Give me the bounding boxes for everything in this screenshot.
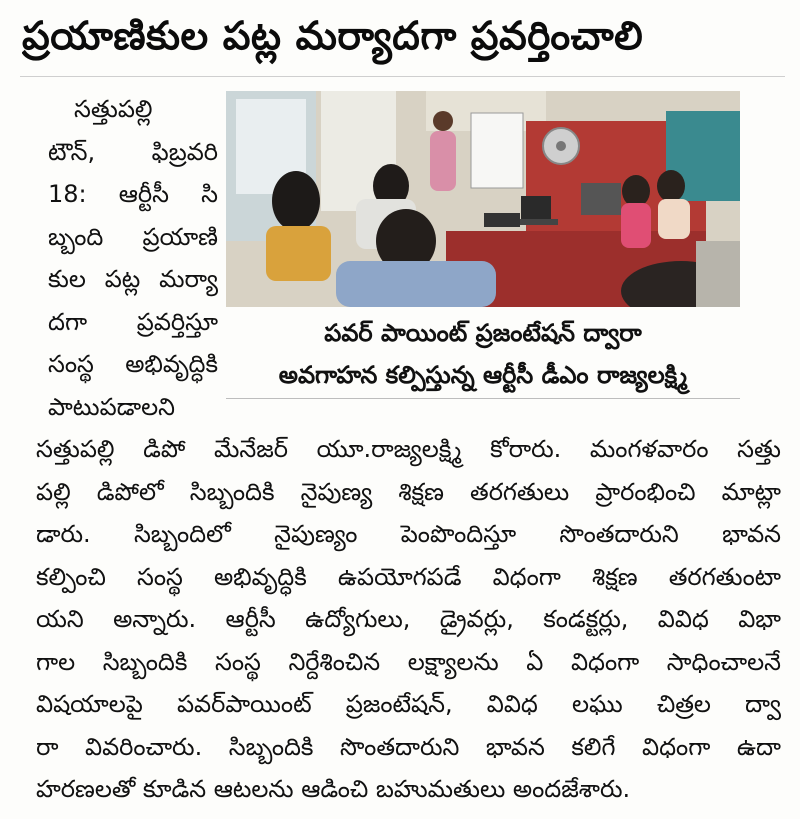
photo-caption	[226, 312, 740, 398]
lead-line: 18: ఆర్టీసీ సి	[48, 180, 218, 208]
caption-line: పవర్ పాయింట్ ప్రజంటేషన్ ద్వారా	[324, 319, 642, 347]
lead-line: సంస్థ అభివృద్ధికి	[48, 350, 218, 378]
lead-line: కుల పట్ల మర్యా	[48, 265, 218, 293]
headline-divider	[20, 76, 785, 77]
body-line: హరణలతో కూడిన ఆటలను ఆడించి బహుమతులు అందజేశారు.	[36, 775, 631, 803]
body-line: విషయాలపై పవర్‌పాయింట్ ప్రజంటేషన్, వివిధ లఘు చిత్రల ద్వా	[36, 690, 781, 718]
caption-line: అవగాహన కల్పిస్తున్న ఆర్టీసీ డీఎం రాజ్యలక్ష్మి	[278, 361, 688, 389]
body-line: కల్పించి సంస్థ అభివృద్ధికి ఉపయోగపడే విధంగా శిక్షణ తరగతుంటా	[36, 562, 781, 591]
lead-line: బ్బంది ప్రయాణి	[48, 222, 218, 251]
lead-line: పాటుపడాలని	[48, 392, 175, 421]
body-line: సత్తుపల్లి డిపో మేనేజర్ యూ.రాజ్యలక్ష్మి కోరారు. మంగళవారం సత్తు	[36, 435, 781, 463]
lead-paragraph	[48, 88, 218, 428]
article-body	[36, 428, 781, 812]
headline: ప్రయాణికుల పట్ల మర్యాదగా ప్రవర్తించాలి	[22, 14, 644, 59]
body-line: యని అన్నారు. ఆర్టీసీ ఉద్యోగులు, డ్రైవర్లు, కండక్టర్లు, వివిధ విభా	[36, 605, 781, 633]
news-photo	[226, 91, 740, 307]
body-line: గాల సిబ్బందికి సంస్థ నిర్దేశించిన లక్ష్యాలను ఏ విధంగా సాధించాలనే	[36, 647, 781, 676]
caption-divider	[226, 398, 740, 399]
body-line: డారు. సిబ్బందిలో నైపుణ్యం పెంపొందిస్తూ సొంతదారుని భావన	[36, 520, 781, 548]
body-line: పల్లి డిపోలో సిబ్బందికి నైపుణ్య శిక్షణ తరగతులు ప్రారంభించి మాట్లా	[36, 477, 781, 506]
lead-line: టౌన్, ఫిబ్రవరి	[48, 137, 218, 166]
lead-line: సత్తుపల్లి	[74, 95, 153, 123]
body-line: రా వివరించారు. సిబ్బందికి సొంతదారుని భావన కలిగే విధంగా ఉదా	[36, 732, 781, 761]
classroom-photo-icon	[226, 91, 740, 307]
lead-line: దగా ప్రవర్తిస్తూ	[48, 307, 218, 336]
